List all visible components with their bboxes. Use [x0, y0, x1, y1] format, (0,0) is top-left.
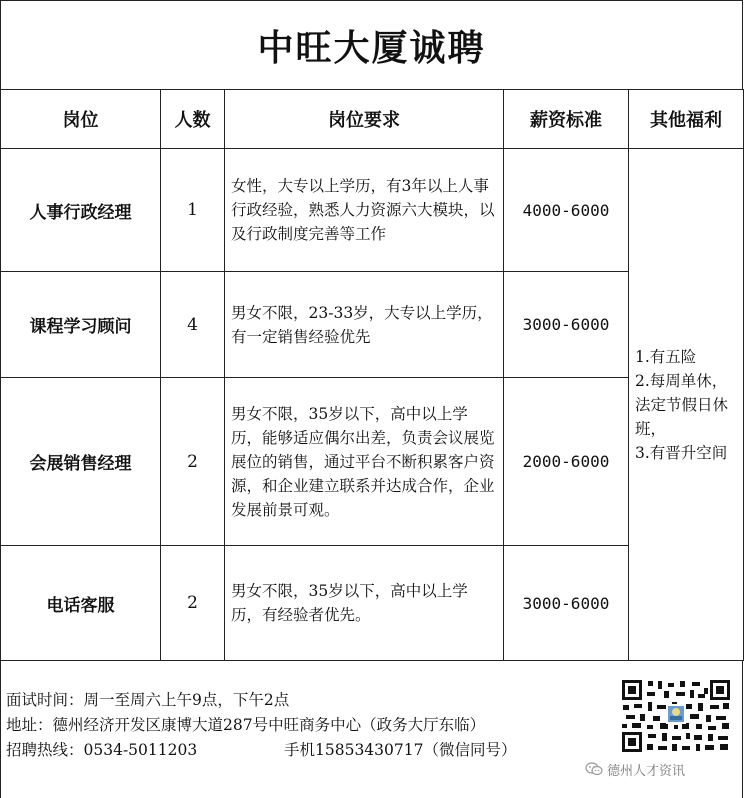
page-title: 中旺大厦诚聘: [0, 0, 743, 90]
cell-salary: 2000-6000: [504, 378, 629, 546]
cell-benefits: [629, 149, 744, 661]
header-position: 岗位: [1, 90, 161, 149]
mobile: 手机15853430717（微信同号）: [284, 741, 517, 759]
cell-salary: 4000-6000: [504, 149, 629, 272]
cell-position: 电话客服: [1, 546, 161, 661]
watermark: [585, 757, 735, 781]
watermark-text: 德州人才资讯: [607, 763, 686, 779]
interview-time: 面试时间：周一至周六上午9点，下午2点: [6, 691, 290, 709]
wechat-icon: [585, 762, 603, 776]
benefit-item: 3.有晋升空间: [635, 443, 728, 462]
table-row: [1, 149, 744, 272]
address: 地址：德州经济开发区康博大道287号中旺商务中心（政务大厅东临）: [6, 716, 486, 734]
cell-count: 1: [161, 149, 225, 272]
table-header-row: [1, 90, 744, 149]
benefit-item: 2.每周单休，法定节假日休班，: [635, 371, 729, 438]
header-requirements: 岗位要求: [225, 90, 504, 149]
cell-requirements: 男女不限，35岁以下，高中以上学历，有经验者优先。: [225, 546, 504, 661]
cell-salary: 3000-6000: [504, 546, 629, 661]
hotline: 招聘热线：0534-5011203: [6, 741, 198, 759]
cell-salary: 3000-6000: [504, 272, 629, 378]
benefit-item: 1.有五险: [635, 347, 697, 366]
cell-requirements: 女性，大专以上学历，有3年以上人事行政经验，熟悉人力资源六大模块，以及行政制度完善等工作: [225, 149, 504, 272]
cell-requirements: 男女不限，23-33岁，大专以上学历，有一定销售经验优先: [225, 272, 504, 378]
cell-count: 2: [161, 378, 225, 546]
cell-position: 课程学习顾问: [1, 272, 161, 378]
job-table: [0, 89, 744, 661]
header-benefits: 其他福利: [629, 90, 744, 149]
cell-requirements: 男女不限，35岁以下，高中以上学历，能够适应偶尔出差，负责会议展览展位的销售，通过平台不断积累客户资源，和企业建立联系并达成合作，企业发展前景可观。: [225, 378, 504, 546]
cell-position: 人事行政经理: [1, 149, 161, 272]
cell-count: 4: [161, 272, 225, 378]
header-salary: 薪资标准: [504, 90, 629, 149]
header-count: 人数: [161, 90, 225, 149]
qr-code-icon: [620, 678, 732, 754]
cell-position: 会展销售经理: [1, 378, 161, 546]
hotline-line: [6, 738, 566, 760]
cell-count: 2: [161, 546, 225, 661]
